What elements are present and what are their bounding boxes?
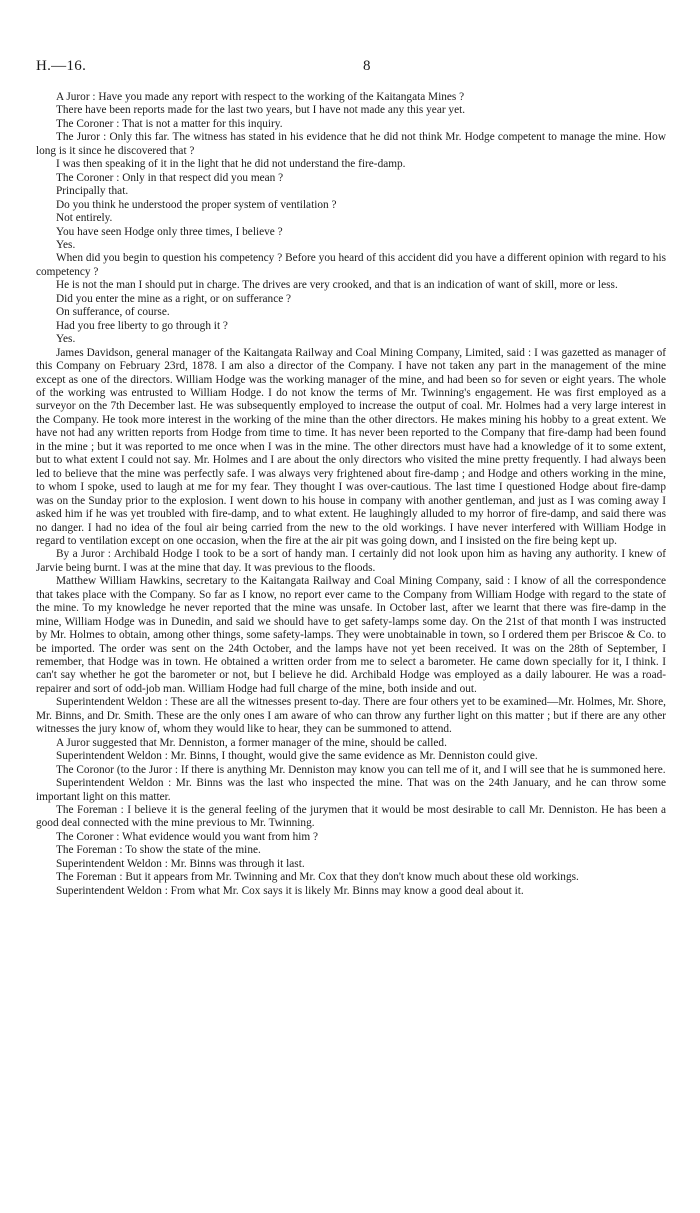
- paragraph: Principally that.: [56, 185, 129, 198]
- paragraph: The Foreman : To show the state of the mine.: [56, 844, 261, 857]
- paragraph: Superintendent Weldon : These are all the witnesses present to-day. There are four others yet to be examined—Mr. Holmes, Mr. Shore, Mr. Binns, and Dr. Smith. These are the only ones I am aware of who can throw any further light on this matter ; but if there are any other witnesses the jury know of, whom they would like to hear, they can be summoned to attend.: [36, 696, 666, 736]
- paragraph: Superintendent Weldon : From what Mr. Cox says it is likely Mr. Binns may know a good deal about it.: [56, 884, 524, 897]
- paragraph: The Coroner : That is not a matter for this inquiry.: [56, 117, 283, 130]
- page-number: 8: [363, 58, 371, 74]
- paragraph: Not entirely.: [56, 212, 113, 225]
- document-reference: H.—16.: [36, 58, 87, 74]
- paragraph: Matthew William Hawkins, secretary to the Kaitangata Railway and Coal Mining Company, said : I know of all the correspondence that takes place with the Company. So far as I know, no report ever came to the Company from William Hodge with regard to the state of the mine. To my knowledge he never reported that the mine was unsafe. In October last, after we learnt that there was fire-damp in the mine, William Hodge was in Dunedin, and said we should have to get safety-lamps some day. On the 21st of that month I was instructed by Mr. Holmes to obtain, among other things, some safety-lamps. They were unobtainable in town, so I ordered them per Briscoe & Co. to be imported. The order was sent on the 24th October, and the lamps have not yet been received. It was on the 28th of September, I remember, that Hodge was in town. He obtained a written order from me to select a barometer. He came down specially for it, I think. I can't say whether he got the barometer or not, but I believe he did. Archibald Hodge was employed as a daily labourer. He was a road-repairer and sort of odd-job man. William Hodge had full charge of the mine, both inside and out.: [36, 575, 666, 695]
- paragraph: Did you enter the mine as a right, or on sufferance ?: [56, 292, 292, 305]
- paragraph: The Coroner : Only in that respect did you mean ?: [56, 171, 284, 184]
- paragraph: James Davidson, general manager of the Kaitangata Railway and Coal Mining Company, Limited, said : I was gazetted as manager of this Company on February 23rd, 1878. I am also a director of the Company. I have not taken any part in the management of the mine except as one of the directors. William Hodge was the working manager of the mine, and had been so for seven or eight years. The whole of the working was entrusted to William Hodge. I do not know the terms of Mr. Twinning's engagement. He was first employed as a surveyor on the 7th December last. He was subsequently employed to increase the output of coal. Mr. Holmes had a very large interest in the Company. He took more interest in the working of the mine than the other directors. He makes mining his hobby to a great extent. We have not had any written reports from Hodge from time to time. It has never been reported to the Company that fire-damp had been found in the mine ; but it was reported to me once when I was in the mine. The other directors must have had a knowledge of it to some extent, but to what extent I could not say. Mr. Holmes and I are about the only directors who visited the mine pretty frequently. I had always been led to believe that the mine was perfectly safe. I was always very frightened about fire-damp ; and Hodge and others working in the mine, to whom I spoke, used to laugh at me for my fear. They thought I was over-cautious. The last time I questioned Hodge about fire-damp was on the Sunday prior to the explosion. I went down to his house in company with another gentleman, and just as I was coming away I asked him if he was yet troubled with fire-damp, and to what extent. He laughingly alluded to my horror of fire-damp, and said there was no danger. I had no idea of the foul air being carried from the new to the old workings. I have never interfered with William Hodge in regard to ventilation except on one occasion, when the fire at the air pit was going down, and I insisted on the fire being kept up.: [36, 346, 666, 547]
- paragraph: Do you think he understood the proper system of ventilation ?: [56, 198, 337, 211]
- paragraph: A Juror suggested that Mr. Denniston, a former manager of the mine, should be called.: [56, 736, 447, 749]
- paragraph: The Coroner : What evidence would you want from him ?: [56, 830, 319, 843]
- document-body: [36, 91, 666, 898]
- page-header: [36, 58, 666, 80]
- paragraph: By a Juror : Archibald Hodge I took to be a sort of handy man. I certainly did not look upon him as having any authority. I knew of Jarvie being burnt. I was at the mine that day. It was previous to the floods.: [36, 548, 666, 574]
- paragraph: When did you begin to question his competency ? Before you heard of this accident did you have a different opinion with regard to his competency ?: [36, 252, 666, 278]
- paragraph: There have been reports made for the last two years, but I have not made any this year yet.: [56, 104, 466, 117]
- paragraph: On sufferance, of course.: [56, 306, 170, 319]
- paragraph: He is not the man I should put in charge. The drives are very crooked, and that is an indication of want of skill, more or less.: [56, 279, 618, 292]
- paragraph: A Juror : Have you made any report with respect to the working of the Kaitangata Mines ?: [56, 91, 465, 103]
- paragraph: Yes.: [56, 238, 76, 251]
- paragraph: Had you free liberty to go through it ?: [56, 319, 228, 332]
- paragraph: Yes.: [56, 333, 76, 346]
- paragraph: You have seen Hodge only three times, I believe ?: [56, 225, 283, 238]
- paragraph: The Juror : Only this far. The witness has stated in his evidence that he did not think Mr. Hodge competent to manage the mine. How long is it since he discovered that ?: [36, 131, 666, 157]
- paragraph: Superintendent Weldon : Mr. Binns was through it last.: [56, 857, 305, 870]
- paragraph: I was then speaking of it in the light that he did not understand the fire-damp.: [56, 158, 406, 171]
- paragraph: Superintendent Weldon : Mr. Binns, I thought, would give the same evidence as Mr. Denniston could give.: [56, 750, 538, 763]
- paragraph: The Coronor (to the Juror : If there is anything Mr. Denniston may know you can tell me of it, and I will see that he is summoned here.: [56, 763, 666, 776]
- paragraph: Superintendent Weldon : Mr. Binns was the last who inspected the mine. That was on the 24th January, and he can throw some important light on this matter.: [36, 777, 666, 803]
- paragraph: The Foreman : I believe it is the general feeling of the jurymen that it would be most desirable to call Mr. Denniston. He has been a good deal connected with the mine previous to Mr. Twinning.: [36, 804, 666, 830]
- paragraph: The Foreman : But it appears from Mr. Twinning and Mr. Cox that they don't know much about these old workings.: [56, 871, 579, 884]
